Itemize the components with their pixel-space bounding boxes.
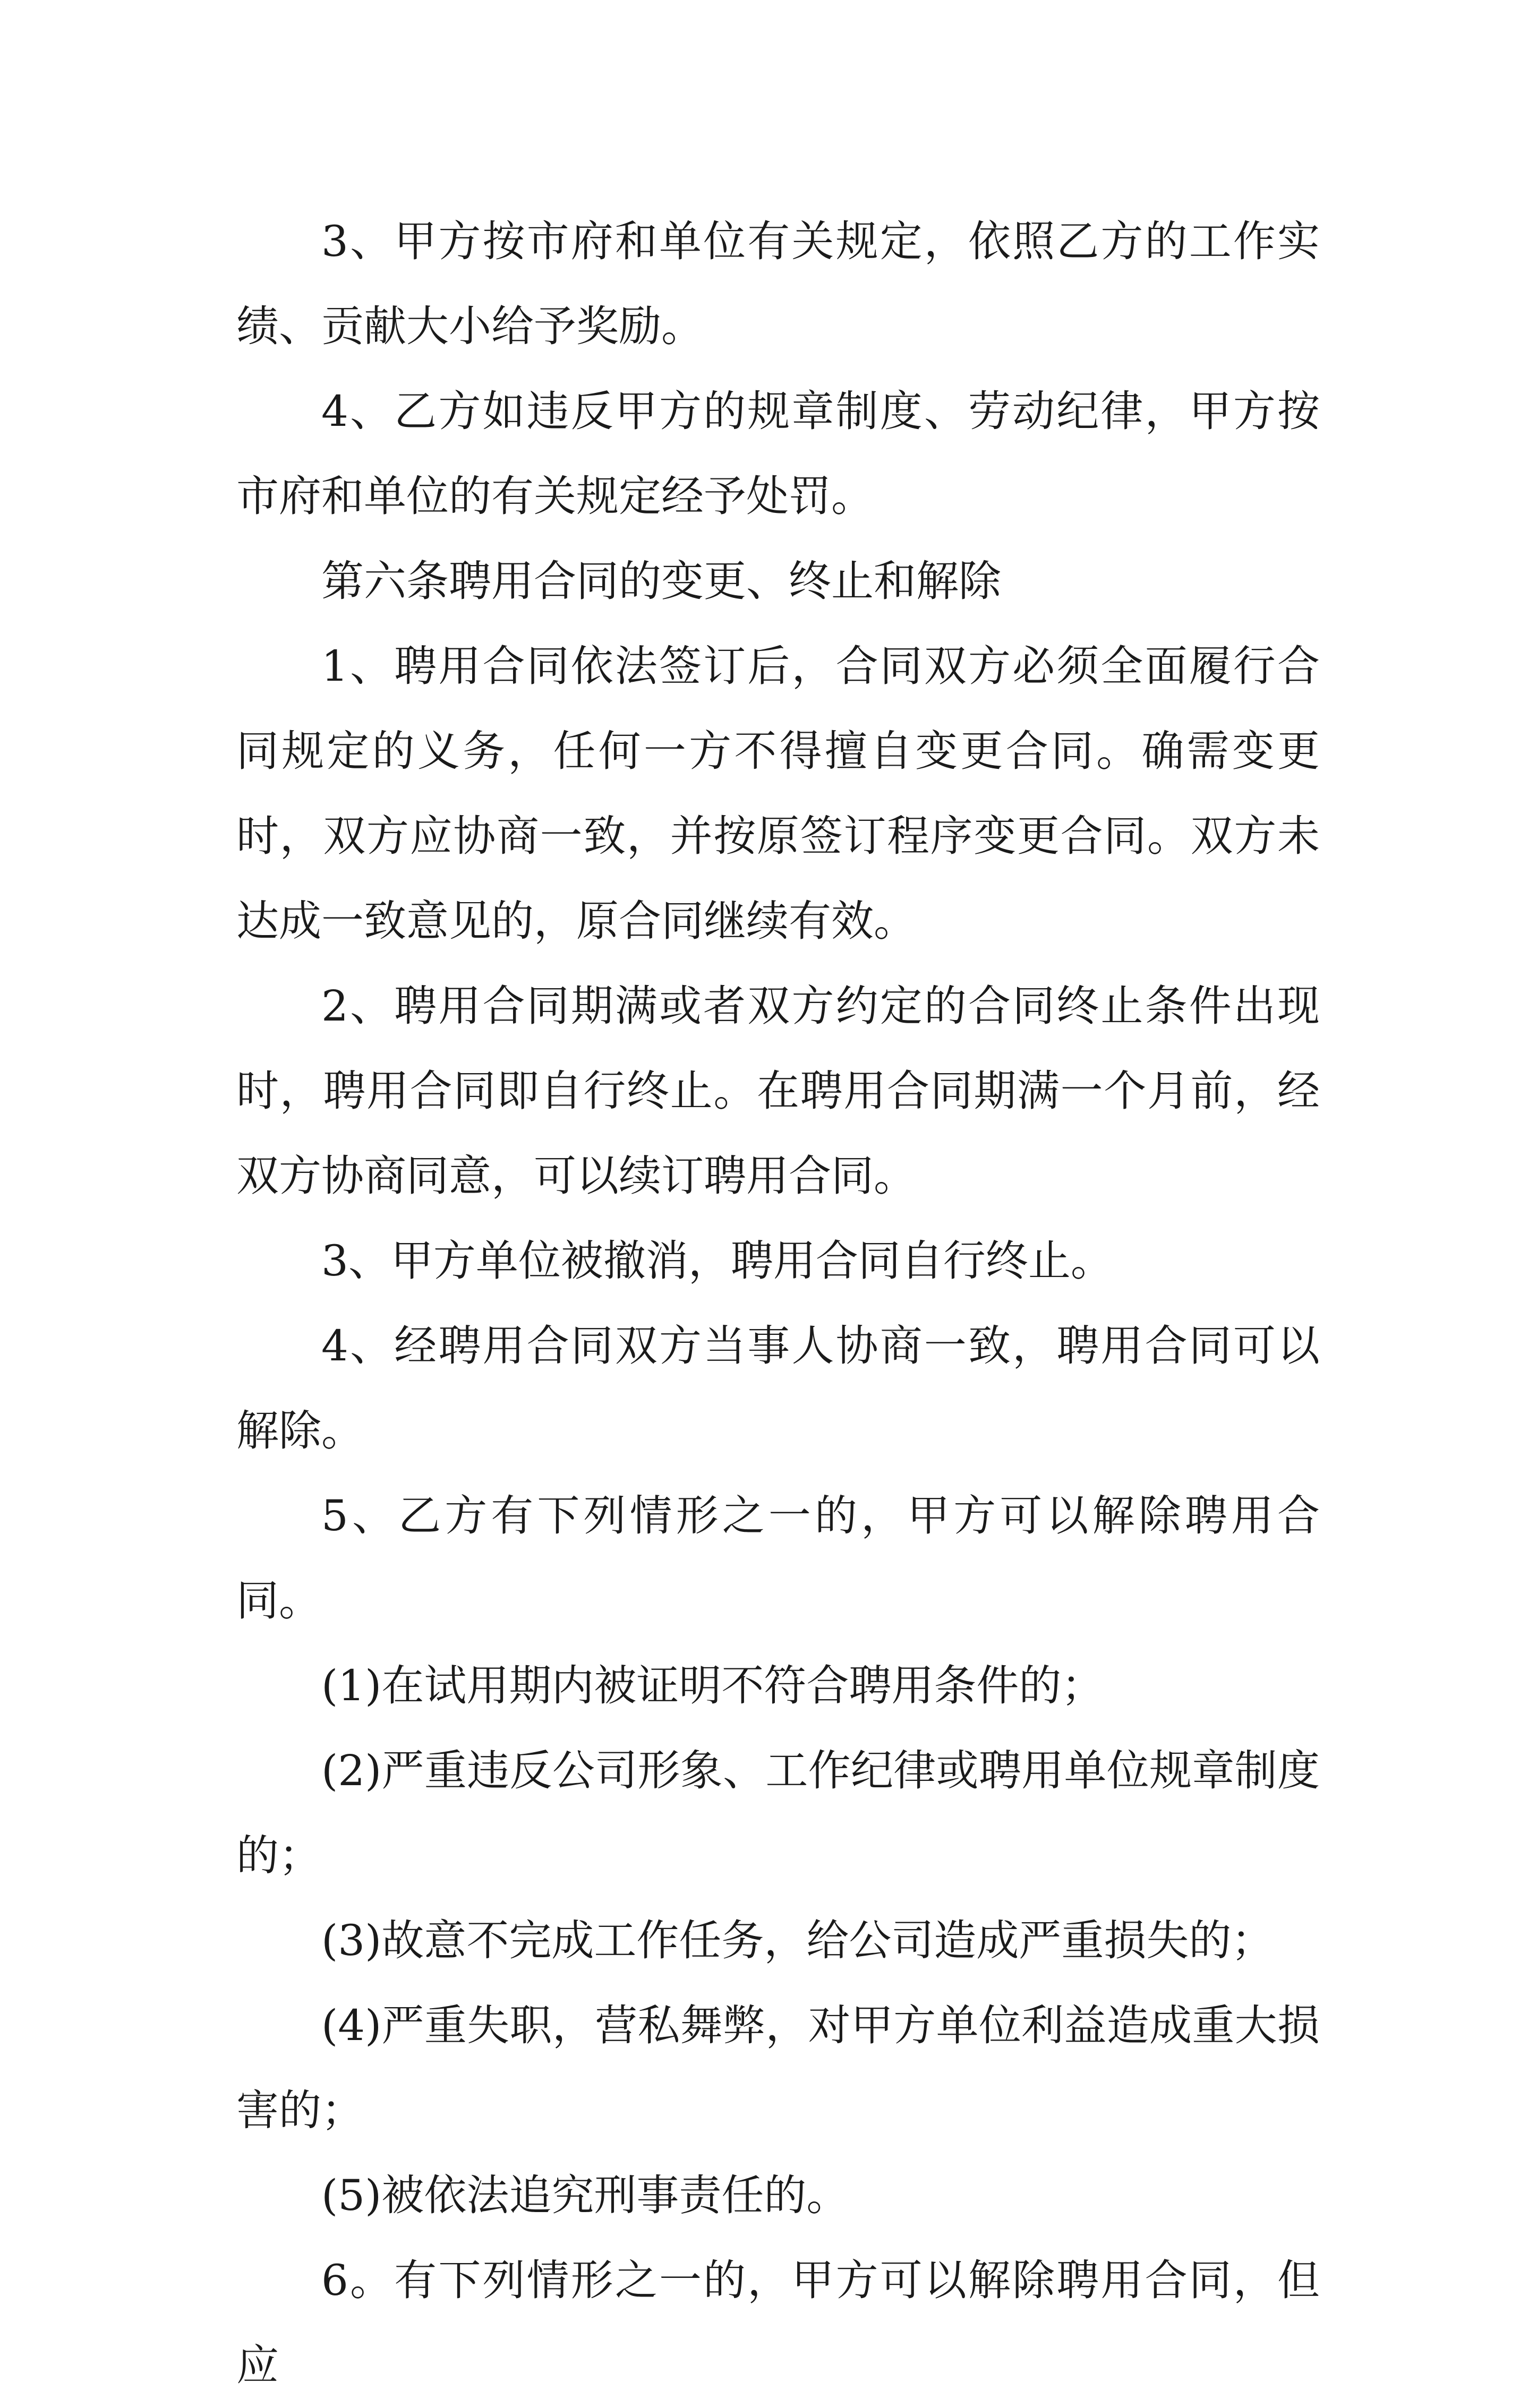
paragraph-contract-expiry: 2、聘用合同期满或者双方约定的合同终止条件出现时，聘用合同即自行终止。在聘用合同期满一个月前，经双方协商同意，可以续订聘用合同。	[236, 981, 1320, 1201]
list-item-1: (1)在试用期内被证明不符合聘用条件的；	[321, 1661, 1104, 1710]
document-body	[236, 199, 1320, 2408]
paragraph-termination-conditions: 5、乙方有下列情形之一的，甲方可以解除聘用合同。	[236, 1491, 1320, 1625]
paragraph-penalty: 4、乙方如违反甲方的规章制度、劳动纪律，甲方按市府和单位的有关规定经予处罚。	[236, 387, 1320, 521]
list-item-5: (5)被依法追究刑事责任的。	[321, 2171, 849, 2220]
paragraph-termination-with-notice: 6。有下列情形之一的，甲方可以解除聘用合同，但应	[236, 2256, 1320, 2390]
list-item-4: (4)严重失职，营私舞弊，对甲方单位利益造成重大损害的；	[236, 2001, 1320, 2135]
paragraph-unit-revoked: 3、甲方单位被撤消，聘用合同自行终止。	[321, 1236, 1113, 1286]
paragraph-mutual-termination: 4、经聘用合同双方当事人协商一致，聘用合同可以解除。	[236, 1321, 1320, 1455]
paragraph-contract-change: 1、聘用合同依法签订后，合同双方必须全面履行合同规定的义务，任何一方不得擅自变更合同。确需变更时，双方应协商一致，并按原签订程序变更合同。双方未达成一致意见的，原合同继续有效。	[236, 641, 1320, 946]
list-item-2: (2)严重违反公司形象、工作纪律或聘用单位规章制度的；	[236, 1746, 1320, 1880]
list-item-3: (3)故意不完成工作任务，给公司造成严重损失的；	[321, 1916, 1274, 1965]
paragraph-reward: 3、甲方按市府和单位有关规定，依照乙方的工作实绩、贡献大小给予奖励。	[236, 217, 1320, 351]
article-heading-6: 第六条聘用合同的变更、终止和解除	[321, 556, 1001, 606]
